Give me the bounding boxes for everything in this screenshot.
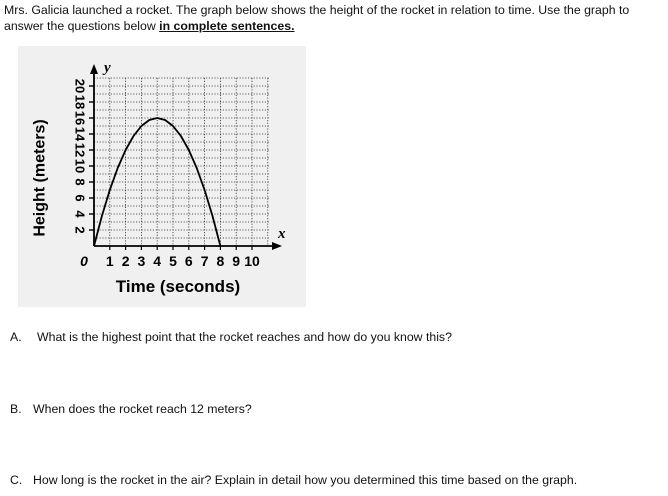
- x-tick-label: 2: [121, 253, 130, 269]
- y-tick-label: 16: [72, 110, 88, 126]
- y-axis-title: Height (meters): [31, 119, 49, 237]
- x-tick-label: 6: [184, 253, 193, 269]
- x-tick-label: 9: [232, 253, 241, 269]
- x-tick-label: 4: [153, 253, 162, 269]
- x-tick-label: 10: [244, 253, 260, 269]
- instructions-text: [4, 2, 659, 34]
- question-b-text: When does the rocket reach 12 meters?: [33, 402, 252, 416]
- question-a: [10, 330, 452, 344]
- question-c: [10, 473, 577, 487]
- y-tick-label: 6: [72, 194, 88, 202]
- x-tick-label: 0: [80, 253, 88, 269]
- x-axis-title: Time (seconds): [115, 277, 241, 296]
- x-axis-letter: x: [278, 226, 286, 242]
- y-tick-label: 18: [72, 94, 88, 110]
- rocket-height-chart: [18, 46, 306, 307]
- y-tick-label: 12: [72, 142, 88, 158]
- y-tick-label: 2: [72, 226, 88, 234]
- x-axis-arrow-icon: [272, 242, 282, 250]
- instructions-body: Mrs. Galicia launched a rocket. The graph below shows the height of the rocket in relation to time. Use the graph to answer the questions below: [4, 3, 630, 33]
- x-tick-label: 7: [200, 253, 209, 269]
- y-axis-letter: y: [104, 60, 111, 76]
- x-tick-label: 3: [137, 253, 146, 269]
- y-tick-label: 8: [72, 178, 88, 186]
- question-b-letter: B.: [10, 402, 22, 416]
- question-a-text: What is the highest point that the rocket reaches and how do you know this?: [37, 330, 452, 344]
- y-tick-label: 10: [72, 158, 88, 174]
- y-tick-label: 4: [72, 210, 88, 218]
- question-c-letter: C.: [10, 473, 23, 487]
- question-a-letter: A.: [10, 330, 22, 344]
- y-axis-arrow-icon: [90, 64, 98, 74]
- rocket-graph-figure: [18, 46, 306, 307]
- question-b: [10, 402, 252, 416]
- instructions-emphasis: in complete sentences.: [159, 19, 295, 33]
- x-tick-label: 5: [169, 253, 177, 269]
- x-tick-label: 8: [216, 253, 225, 269]
- question-c-text: How long is the rocket in the air? Explain in detail how you determined this time based on the graph.: [33, 473, 578, 487]
- x-tick-label: 1: [105, 253, 114, 269]
- y-tick-label: 20: [72, 78, 88, 94]
- y-tick-label: 14: [72, 126, 88, 142]
